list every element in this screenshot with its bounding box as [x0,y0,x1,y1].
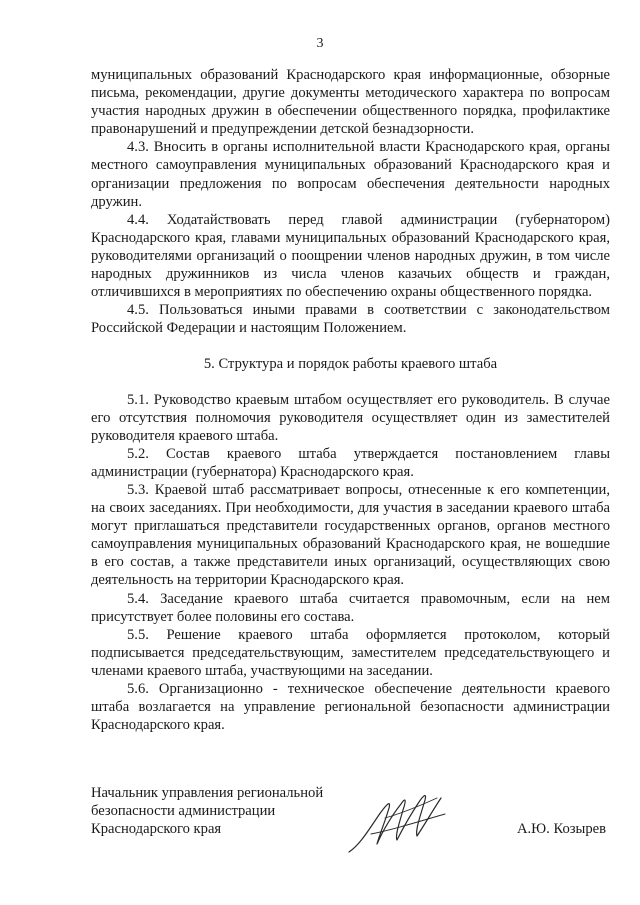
signatory-title-line-3: Краснодарского края [91,821,222,838]
document-body [91,66,610,734]
paragraph-5-3: 5.3. Краевой штаб рассматривает вопросы, отнесенные к его компетенции, на своих заседаниях. При необходимости, для участия в заседании краевого штаба могут приглашаться представители государственных органов, органов местного самоуправления муниципальных образований Краснодарского края, не вошедшие в его состав, а также представители иных организаций, осуществляющих свою деятельность на территории Краснодарского края. [91,481,610,589]
paragraph-5-4: 5.4. Заседание краевого штаба считается правомочным, если на нем присутствует более половины его состава. [91,590,610,625]
signatory-title-line-2: безопасности администрации [91,803,276,820]
paragraph-4-3: 4.3. Вносить в органы исполнительной власти Краснодарского края, органы местного самоуправления муниципальных образований Краснодарского края и организации предложения по вопросам обеспечения деятельности народных дружин. [91,139,610,210]
signatory-title-line-1: Начальник управления региональной [91,785,324,801]
paragraph-5-1: 5.1. Руководство краевым штабом осуществляет его руководитель. В случае его отсутствия полномочия руководителя осуществляет один из заместителей руководителя краевого штаба. [91,391,610,444]
paragraph-5-2: 5.2. Состав краевого штаба утверждается постановлением главы администрации (губернатора) Краснодарского края. [91,445,610,480]
paragraph-4-4: 4.4. Ходатайствовать перед главой администрации (губернатором) Краснодарского края, главами муниципальных образований Краснодарского края, руководителями организаций о поощрении членов народных дружин, в том числе народных дружинников из числа членов казачьих обществ и граждан, отличившихся в мероприятиях по обеспечению охраны общественного порядка. [91,211,610,301]
page-number: 3 [316,36,324,51]
paragraph-continuation: муниципальных образований Краснодарского края информационные, обзорные письма, рекомендации, другие документы методического характера по вопросам участия народных дружин в обеспечении общественного порядка, профилактике правонарушений и предупреждении детской безнадзорности. [91,67,610,138]
paragraph-5-6: 5.6. Организационно - техническое обеспечение деятельности краевого штаба возлагается на управление региональной безопасности администрации Краснодарского края. [91,681,610,734]
signature-block [91,784,610,838]
paragraph-5-5: 5.5. Решение краевого штаба оформляется протоколом, который подписывается председательствующим, заместителем председательствующего и членами краевого штаба, участвующими на заседании. [91,626,610,679]
handwritten-signature [341,774,461,864]
section-heading: 5. Структура и порядок работы краевого штаба [203,356,498,373]
signatory-name: А.Ю. Козырев [516,821,606,837]
paragraph-4-5: 4.5. Пользоваться иными правами в соответствии с законодательством Российской Федерации и настоящим Положением. [91,302,610,337]
